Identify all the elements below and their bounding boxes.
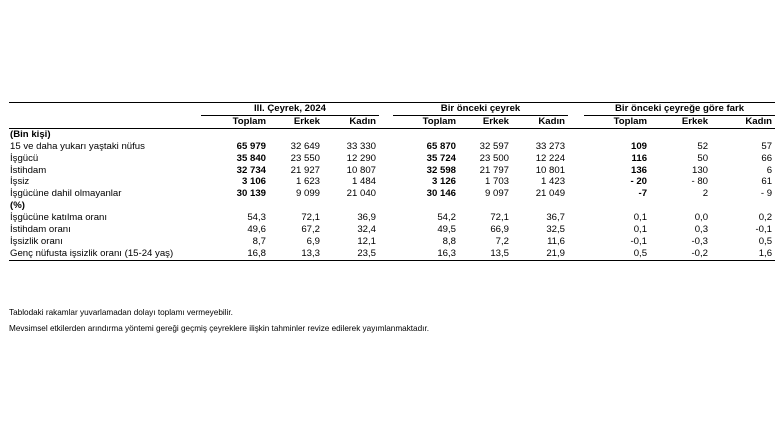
diff-value-cell: 52 — [697, 140, 709, 152]
table-row — [9, 248, 775, 260]
diff-value-cell: 0,2 — [758, 212, 773, 224]
table-row — [9, 212, 775, 224]
labour-force-table-container — [9, 102, 775, 261]
group-header-current: III. Çeyrek, 2024 — [201, 103, 379, 116]
col-header-male: Erkek — [459, 115, 512, 128]
diff-value-cell: 57 — [761, 140, 773, 152]
diff-value-cell: - 9 — [760, 188, 773, 200]
diff-value-cell: - 20 — [630, 176, 648, 188]
diff-value-cell: 0,5 — [758, 235, 773, 247]
prev-value-cell: 1 423 — [541, 176, 566, 188]
cur-value-cell: 12 290 — [346, 152, 377, 164]
prev-value-cell: 33 273 — [535, 140, 566, 152]
prev-value-cell: 3 126 — [432, 176, 457, 188]
table-row — [9, 224, 775, 236]
cur-value-cell: 35 840 — [236, 152, 266, 164]
diff-value-cell: 66 — [761, 152, 773, 164]
diff-value-cell: 116 — [631, 152, 648, 164]
row-label: İstihdam — [10, 164, 47, 176]
diff-value-cell: 0,0 — [694, 212, 709, 224]
prev-value-cell: 35 724 — [426, 152, 457, 164]
row-label: İşgücüne dahil olmayanlar — [10, 188, 122, 200]
labour-force-table — [9, 102, 775, 261]
prev-value-cell: 10 801 — [535, 164, 566, 176]
table-row — [9, 176, 775, 188]
diff-value-cell: - 80 — [691, 176, 709, 188]
cur-value-cell: 65 979 — [236, 140, 266, 152]
cur-value-cell: 21 040 — [346, 188, 377, 200]
diff-value-cell: 130 — [692, 164, 709, 176]
prev-value-cell: 9 097 — [485, 188, 510, 200]
diff-value-cell: 6 — [766, 164, 773, 176]
cur-value-cell: 16,8 — [201, 248, 269, 260]
cur-value-cell: 21 927 — [290, 164, 320, 176]
cur-value-cell: 67,2 — [301, 224, 320, 236]
prev-value-cell: 30 146 — [426, 188, 457, 200]
prev-value-cell: 16,3 — [393, 248, 459, 260]
diff-value-cell: 0,1 — [633, 212, 648, 224]
prev-value-cell: 66,9 — [490, 224, 510, 236]
cur-value-cell: 32 649 — [290, 140, 320, 152]
prev-value-cell: 13,5 — [459, 248, 512, 260]
prev-value-cell: 12 224 — [535, 152, 566, 164]
cur-value-cell: 8,7 — [252, 235, 266, 247]
prev-value-cell: 21 049 — [535, 188, 566, 200]
cur-value-cell: 1 484 — [352, 176, 377, 188]
cur-value-cell: 12,1 — [357, 235, 377, 247]
diff-value-cell: 136 — [631, 164, 648, 176]
diff-value-cell: 0,5 — [584, 248, 650, 260]
section-unit-label: (%) — [10, 200, 25, 212]
diff-value-cell: 109 — [631, 140, 648, 152]
diff-value-cell: -0,3 — [691, 235, 709, 247]
col-header-male: Erkek — [650, 115, 711, 128]
diff-value-cell: -0,1 — [630, 235, 648, 247]
row-label: İşsiz — [10, 176, 30, 188]
cur-value-cell: 1 623 — [295, 176, 320, 188]
group-header-diff: Bir önceki çeyreğe göre fark — [584, 103, 775, 116]
cur-value-cell: 10 807 — [346, 164, 377, 176]
table-row — [9, 188, 775, 200]
cur-value-cell: 6,9 — [306, 235, 320, 247]
section-unit-row — [9, 200, 775, 212]
col-header-total: Toplam — [393, 115, 459, 128]
prev-value-cell: 8,8 — [442, 235, 457, 247]
prev-value-cell: 32 597 — [479, 140, 510, 152]
cur-value-cell: 32,4 — [357, 224, 377, 236]
cur-value-cell: 9 099 — [295, 188, 320, 200]
col-header-male: Erkek — [269, 115, 323, 128]
note-seasonal-adjustment: Mevsimsel etkilerden arındırma yöntemi gereği geçmiş çeyreklere ilişkin tahminler revize edilerek yayımlanmaktadır. — [9, 324, 429, 333]
table-row — [9, 141, 775, 153]
cur-value-cell: 49,6 — [247, 224, 266, 236]
section-unit-row — [9, 128, 775, 140]
prev-value-cell: 32 598 — [426, 164, 457, 176]
cur-value-cell: 23 550 — [290, 152, 320, 164]
prev-value-cell: 65 870 — [426, 140, 457, 152]
col-header-total: Toplam — [201, 115, 269, 128]
prev-value-cell: 49,5 — [437, 224, 457, 236]
prev-value-cell: 54,2 — [437, 212, 457, 224]
diff-value-cell: 61 — [761, 176, 773, 188]
diff-value-cell: 0,3 — [694, 224, 709, 236]
cur-value-cell: 13,3 — [269, 248, 323, 260]
row-label: İşsizlik oranı — [10, 235, 63, 247]
prev-value-cell: 11,6 — [547, 235, 566, 247]
prev-value-cell: 23 500 — [479, 152, 510, 164]
cur-value-cell: 33 330 — [346, 140, 377, 152]
row-label: İstihdam oranı — [10, 224, 71, 236]
row-label: Genç nüfusta işsizlik oranı (15-24 yaş) — [9, 248, 193, 260]
diff-value-cell: 50 — [697, 152, 709, 164]
section-unit-label: (Bin kişi) — [10, 128, 51, 140]
table-row — [9, 165, 775, 177]
table-row — [9, 153, 775, 165]
diff-value-cell: -7 — [638, 188, 648, 200]
prev-value-cell: 32,5 — [546, 224, 566, 236]
cur-value-cell: 54,3 — [247, 212, 266, 224]
diff-value-cell: -0,1 — [755, 224, 773, 236]
cur-value-cell: 23,5 — [323, 248, 379, 260]
row-label: İşgücü — [10, 152, 39, 164]
row-label: İşgücüne katılma oranı — [10, 212, 108, 224]
cur-value-cell: 32 734 — [236, 164, 266, 176]
prev-value-cell: 36,7 — [546, 212, 566, 224]
col-header-total: Toplam — [584, 115, 650, 128]
cur-value-cell: 36,9 — [357, 212, 377, 224]
col-header-female: Kadın — [711, 115, 775, 128]
prev-value-cell: 21 797 — [479, 164, 510, 176]
cur-value-cell: 72,1 — [301, 212, 320, 224]
diff-value-cell: 0,1 — [633, 224, 648, 236]
cur-value-cell: 30 139 — [236, 188, 266, 200]
diff-value-cell: -0,2 — [650, 248, 711, 260]
column-header-row — [9, 115, 775, 128]
prev-value-cell: 1 703 — [485, 176, 510, 188]
cur-value-cell: 3 106 — [241, 176, 266, 188]
note-rounding: Tablodaki rakamlar yuvarlamadan dolayı toplamı vermeyebilir. — [9, 308, 233, 317]
col-header-female: Kadın — [512, 115, 568, 128]
prev-value-cell: 7,2 — [495, 235, 510, 247]
prev-value-cell: 21,9 — [512, 248, 568, 260]
col-header-female: Kadın — [323, 115, 379, 128]
table-row — [9, 236, 775, 248]
group-header-row — [9, 103, 775, 116]
prev-value-cell: 72,1 — [490, 212, 510, 224]
row-label: 15 ve daha yukarı yaştaki nüfus — [10, 140, 145, 152]
diff-value-cell: 1,6 — [711, 248, 775, 260]
diff-value-cell: 2 — [702, 188, 709, 200]
group-header-previous: Bir önceki çeyrek — [393, 103, 568, 116]
